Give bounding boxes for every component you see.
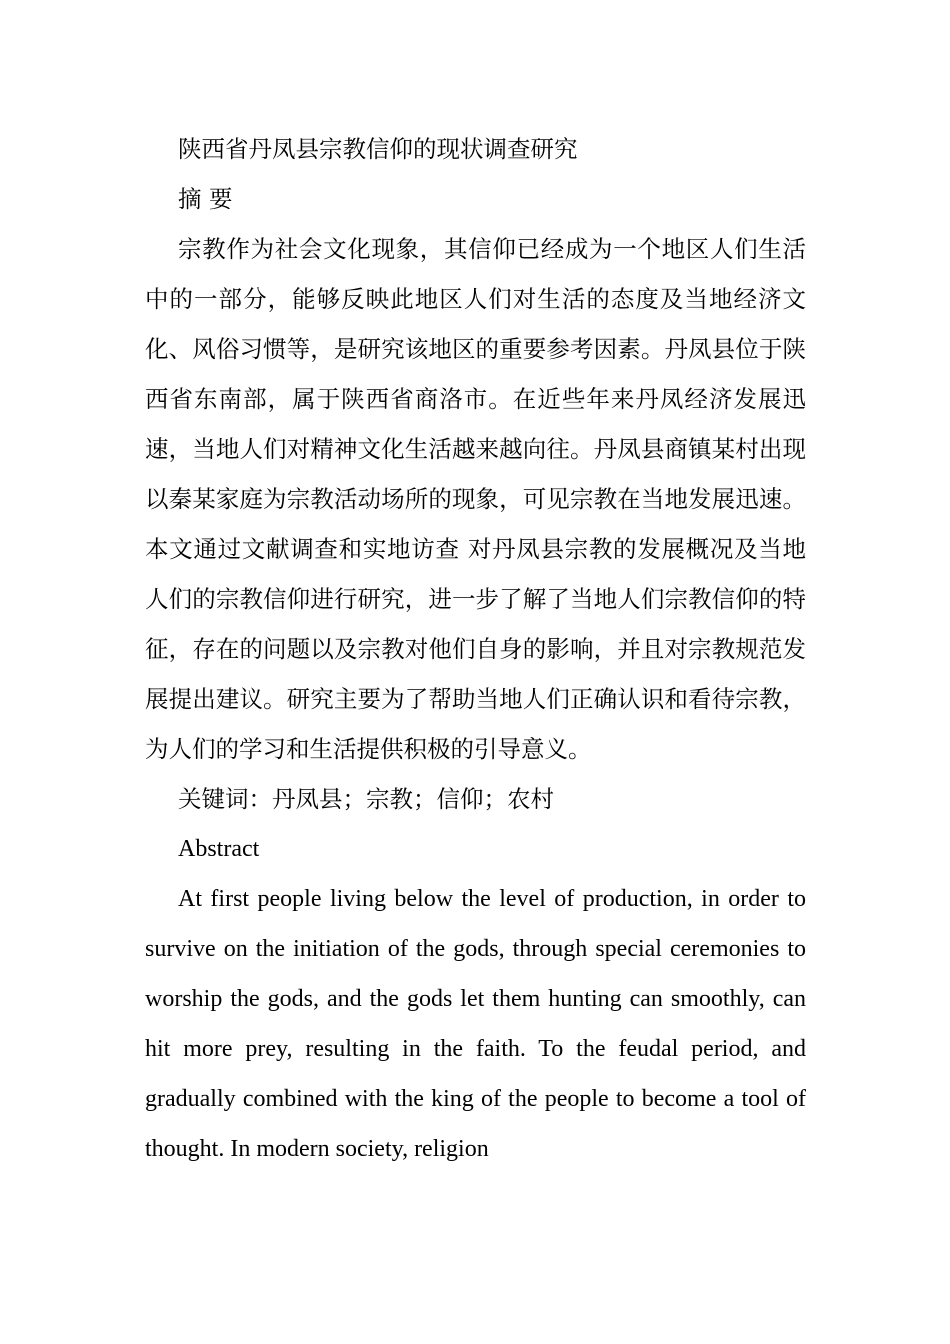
abstract-heading-en: Abstract	[178, 836, 260, 862]
document-page	[145, 124, 806, 1174]
abstract-body-en: At first people living below the level of production, in order to survive on the initiation of the gods, through special ceremonies to worship the gods, and the gods let them hunting can smoothly, can hit more prey, resulting in the faith. To the feudal period, and gradually combined with the king of the people to become a tool of thought. In modern society, religion	[145, 886, 806, 1162]
document-title: 陕西省丹凤县宗教信仰的现状调查研究	[178, 135, 578, 163]
abstract-body-cn: 宗教作为社会文化现象，其信仰已经成为一个地区人们生活中的一部分，能够反映此地区人们对生活的态度及当地经济文化、风俗习惯等，是研究该地区的重要参考因素。丹凤县位于陕西省东南部，属于陕西省商洛市。在近些年来丹凤经济发展迅速，当地人们对精神文化生活越来越向往。丹凤县商镇某村出现以秦某家庭为宗教活动场所的现象，可见宗教在当地发展迅速。本文通过文献调查和实地访查 对丹凤县宗教的发展概况及当地人们的宗教信仰进行研究，进一步了解了当地人们宗教信仰的特征，存在的问题以及宗教对他们自身的影响，并且对宗教规范发展提出建议。研究主要为了帮助当地人们正确认识和看待宗教，为人们的学习和生活提供积极的引导意义。	[145, 235, 806, 763]
keywords-cn: 关键词：丹凤县；宗教；信仰；农村	[178, 785, 554, 813]
abstract-heading-cn: 摘 要	[178, 185, 233, 213]
